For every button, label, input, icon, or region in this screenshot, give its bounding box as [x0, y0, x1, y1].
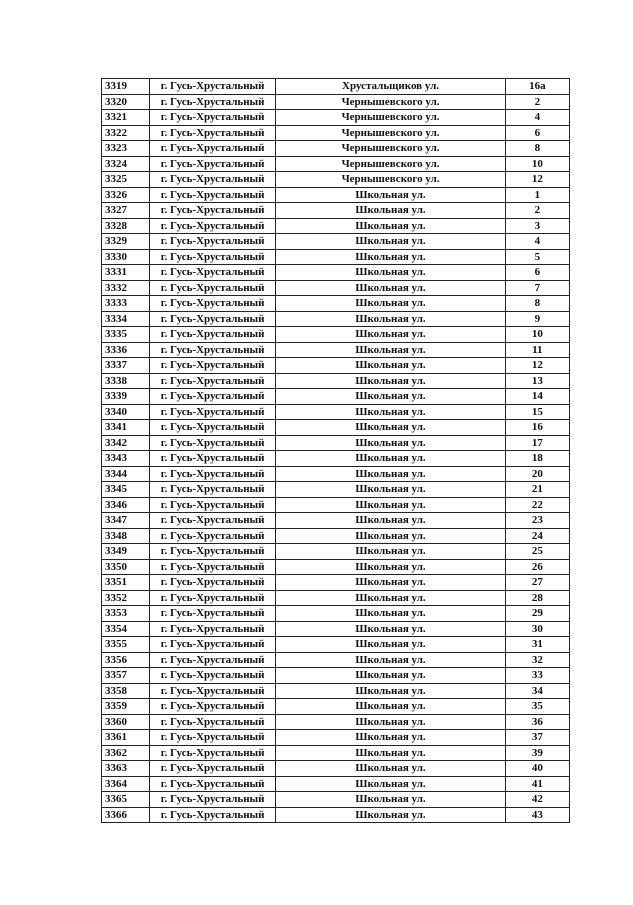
- house-number-cell: 33: [505, 668, 569, 684]
- row-number-cell: 3338: [102, 373, 150, 389]
- row-number-cell: 3335: [102, 327, 150, 343]
- house-number-cell: 2: [505, 203, 569, 219]
- street-cell: Школьная ул.: [276, 466, 505, 482]
- row-number-cell: 3357: [102, 668, 150, 684]
- table-row: [102, 714, 570, 730]
- row-number-cell: 3350: [102, 559, 150, 575]
- table-row: [102, 125, 570, 141]
- row-number-cell: 3343: [102, 451, 150, 467]
- city-cell: г. Гусь-Хрустальный: [149, 513, 275, 529]
- house-number-cell: 26: [505, 559, 569, 575]
- row-number-cell: 3356: [102, 652, 150, 668]
- city-cell: г. Гусь-Хрустальный: [149, 373, 275, 389]
- house-number-cell: 16: [505, 420, 569, 436]
- house-number-cell: 39: [505, 745, 569, 761]
- house-number-cell: 8: [505, 141, 569, 157]
- house-number-cell: 24: [505, 528, 569, 544]
- table-row: [102, 203, 570, 219]
- city-cell: г. Гусь-Хрустальный: [149, 683, 275, 699]
- city-cell: г. Гусь-Хрустальный: [149, 203, 275, 219]
- table-row: [102, 218, 570, 234]
- street-cell: Школьная ул.: [276, 404, 505, 420]
- table-row: [102, 699, 570, 715]
- house-number-cell: 27: [505, 575, 569, 591]
- row-number-cell: 3339: [102, 389, 150, 405]
- house-number-cell: 3: [505, 218, 569, 234]
- street-cell: Школьная ул.: [276, 730, 505, 746]
- table-row: [102, 187, 570, 203]
- house-number-cell: 12: [505, 172, 569, 188]
- street-cell: Чернышевского ул.: [276, 94, 505, 110]
- table-row: [102, 730, 570, 746]
- house-number-cell: 42: [505, 792, 569, 808]
- city-cell: г. Гусь-Хрустальный: [149, 699, 275, 715]
- table-row: [102, 358, 570, 374]
- row-number-cell: 3320: [102, 94, 150, 110]
- street-cell: Школьная ул.: [276, 559, 505, 575]
- house-number-cell: 1: [505, 187, 569, 203]
- row-number-cell: 3331: [102, 265, 150, 281]
- row-number-cell: 3328: [102, 218, 150, 234]
- house-number-cell: 36: [505, 714, 569, 730]
- row-number-cell: 3344: [102, 466, 150, 482]
- row-number-cell: 3353: [102, 606, 150, 622]
- house-number-cell: 8: [505, 296, 569, 312]
- house-number-cell: 31: [505, 637, 569, 653]
- table-row: [102, 373, 570, 389]
- house-number-cell: 17: [505, 435, 569, 451]
- city-cell: г. Гусь-Хрустальный: [149, 745, 275, 761]
- house-number-cell: 28: [505, 590, 569, 606]
- city-cell: г. Гусь-Хрустальный: [149, 807, 275, 823]
- table-row: [102, 792, 570, 808]
- city-cell: г. Гусь-Хрустальный: [149, 544, 275, 560]
- house-number-cell: 40: [505, 761, 569, 777]
- row-number-cell: 3362: [102, 745, 150, 761]
- street-cell: Школьная ул.: [276, 187, 505, 203]
- street-cell: Школьная ул.: [276, 342, 505, 358]
- city-cell: г. Гусь-Хрустальный: [149, 559, 275, 575]
- street-cell: Школьная ул.: [276, 435, 505, 451]
- city-cell: г. Гусь-Хрустальный: [149, 296, 275, 312]
- row-number-cell: 3323: [102, 141, 150, 157]
- city-cell: г. Гусь-Хрустальный: [149, 575, 275, 591]
- street-cell: Школьная ул.: [276, 311, 505, 327]
- city-cell: г. Гусь-Хрустальный: [149, 621, 275, 637]
- house-number-cell: 9: [505, 311, 569, 327]
- city-cell: г. Гусь-Хрустальный: [149, 187, 275, 203]
- city-cell: г. Гусь-Хрустальный: [149, 280, 275, 296]
- table-row: [102, 606, 570, 622]
- city-cell: г. Гусь-Хрустальный: [149, 311, 275, 327]
- table-row: [102, 389, 570, 405]
- row-number-cell: 3354: [102, 621, 150, 637]
- street-cell: Школьная ул.: [276, 776, 505, 792]
- row-number-cell: 3326: [102, 187, 150, 203]
- table-row: [102, 807, 570, 823]
- city-cell: г. Гусь-Хрустальный: [149, 141, 275, 157]
- table-row: [102, 234, 570, 250]
- row-number-cell: 3346: [102, 497, 150, 513]
- house-number-cell: 43: [505, 807, 569, 823]
- street-cell: Школьная ул.: [276, 497, 505, 513]
- table-row: [102, 637, 570, 653]
- row-number-cell: 3341: [102, 420, 150, 436]
- street-cell: Школьная ул.: [276, 451, 505, 467]
- house-number-cell: 4: [505, 234, 569, 250]
- house-number-cell: 18: [505, 451, 569, 467]
- city-cell: г. Гусь-Хрустальный: [149, 358, 275, 374]
- street-cell: Школьная ул.: [276, 544, 505, 560]
- street-cell: Школьная ул.: [276, 296, 505, 312]
- table-row: [102, 621, 570, 637]
- row-number-cell: 3364: [102, 776, 150, 792]
- table-row: [102, 296, 570, 312]
- table-row: [102, 94, 570, 110]
- city-cell: г. Гусь-Хрустальный: [149, 420, 275, 436]
- row-number-cell: 3334: [102, 311, 150, 327]
- city-cell: г. Гусь-Хрустальный: [149, 404, 275, 420]
- city-cell: г. Гусь-Хрустальный: [149, 218, 275, 234]
- city-cell: г. Гусь-Хрустальный: [149, 435, 275, 451]
- street-cell: Чернышевского ул.: [276, 156, 505, 172]
- house-number-cell: 2: [505, 94, 569, 110]
- house-number-cell: 25: [505, 544, 569, 560]
- row-number-cell: 3324: [102, 156, 150, 172]
- house-number-cell: 15: [505, 404, 569, 420]
- row-number-cell: 3355: [102, 637, 150, 653]
- city-cell: г. Гусь-Хрустальный: [149, 110, 275, 126]
- table-row: [102, 652, 570, 668]
- house-number-cell: 10: [505, 156, 569, 172]
- city-cell: г. Гусь-Хрустальный: [149, 389, 275, 405]
- street-cell: Школьная ул.: [276, 482, 505, 498]
- house-number-cell: 35: [505, 699, 569, 715]
- table-row: [102, 110, 570, 126]
- house-number-cell: 34: [505, 683, 569, 699]
- row-number-cell: 3340: [102, 404, 150, 420]
- row-number-cell: 3329: [102, 234, 150, 250]
- street-cell: Школьная ул.: [276, 668, 505, 684]
- table-row: [102, 745, 570, 761]
- row-number-cell: 3360: [102, 714, 150, 730]
- table-row: [102, 404, 570, 420]
- street-cell: Школьная ул.: [276, 637, 505, 653]
- city-cell: г. Гусь-Хрустальный: [149, 668, 275, 684]
- row-number-cell: 3352: [102, 590, 150, 606]
- house-number-cell: 23: [505, 513, 569, 529]
- house-number-cell: 6: [505, 265, 569, 281]
- city-cell: г. Гусь-Хрустальный: [149, 528, 275, 544]
- row-number-cell: 3363: [102, 761, 150, 777]
- city-cell: г. Гусь-Хрустальный: [149, 730, 275, 746]
- street-cell: Школьная ул.: [276, 389, 505, 405]
- street-cell: Школьная ул.: [276, 327, 505, 343]
- city-cell: г. Гусь-Хрустальный: [149, 265, 275, 281]
- row-number-cell: 3348: [102, 528, 150, 544]
- table-row: [102, 513, 570, 529]
- row-number-cell: 3333: [102, 296, 150, 312]
- street-cell: Школьная ул.: [276, 420, 505, 436]
- house-number-cell: 32: [505, 652, 569, 668]
- table-row: [102, 156, 570, 172]
- house-number-cell: 22: [505, 497, 569, 513]
- house-number-cell: 10: [505, 327, 569, 343]
- house-number-cell: 37: [505, 730, 569, 746]
- table-row: [102, 451, 570, 467]
- house-number-cell: 13: [505, 373, 569, 389]
- table-row: [102, 420, 570, 436]
- table-row: [102, 497, 570, 513]
- house-number-cell: 21: [505, 482, 569, 498]
- row-number-cell: 3345: [102, 482, 150, 498]
- table-row: [102, 559, 570, 575]
- street-cell: Школьная ул.: [276, 699, 505, 715]
- city-cell: г. Гусь-Хрустальный: [149, 482, 275, 498]
- street-cell: Школьная ул.: [276, 683, 505, 699]
- row-number-cell: 3349: [102, 544, 150, 560]
- house-number-cell: 5: [505, 249, 569, 265]
- city-cell: г. Гусь-Хрустальный: [149, 776, 275, 792]
- street-cell: Чернышевского ул.: [276, 125, 505, 141]
- city-cell: г. Гусь-Хрустальный: [149, 342, 275, 358]
- table-row: [102, 141, 570, 157]
- row-number-cell: 3330: [102, 249, 150, 265]
- city-cell: г. Гусь-Хрустальный: [149, 79, 275, 95]
- street-cell: Школьная ул.: [276, 513, 505, 529]
- street-cell: Школьная ул.: [276, 761, 505, 777]
- city-cell: г. Гусь-Хрустальный: [149, 792, 275, 808]
- street-cell: Школьная ул.: [276, 280, 505, 296]
- street-cell: Школьная ул.: [276, 606, 505, 622]
- house-number-cell: 16а: [505, 79, 569, 95]
- table-row: [102, 683, 570, 699]
- table-row: [102, 265, 570, 281]
- street-cell: Школьная ул.: [276, 358, 505, 374]
- street-cell: Школьная ул.: [276, 652, 505, 668]
- street-cell: Школьная ул.: [276, 265, 505, 281]
- street-cell: Чернышевского ул.: [276, 110, 505, 126]
- street-cell: Школьная ул.: [276, 528, 505, 544]
- street-cell: Школьная ул.: [276, 590, 505, 606]
- table-row: [102, 761, 570, 777]
- house-number-cell: 4: [505, 110, 569, 126]
- row-number-cell: 3336: [102, 342, 150, 358]
- table-row: [102, 482, 570, 498]
- row-number-cell: 3325: [102, 172, 150, 188]
- row-number-cell: 3347: [102, 513, 150, 529]
- table-row: [102, 311, 570, 327]
- table-row: [102, 280, 570, 296]
- city-cell: г. Гусь-Хрустальный: [149, 714, 275, 730]
- street-cell: Школьная ул.: [276, 234, 505, 250]
- row-number-cell: 3366: [102, 807, 150, 823]
- house-number-cell: 29: [505, 606, 569, 622]
- city-cell: г. Гусь-Хрустальный: [149, 249, 275, 265]
- city-cell: г. Гусь-Хрустальный: [149, 590, 275, 606]
- table-row: [102, 249, 570, 265]
- city-cell: г. Гусь-Хрустальный: [149, 466, 275, 482]
- street-cell: Школьная ул.: [276, 792, 505, 808]
- house-number-cell: 12: [505, 358, 569, 374]
- street-cell: Школьная ул.: [276, 807, 505, 823]
- table-row: [102, 435, 570, 451]
- street-cell: Школьная ул.: [276, 218, 505, 234]
- house-number-cell: 11: [505, 342, 569, 358]
- row-number-cell: 3337: [102, 358, 150, 374]
- table-row: [102, 79, 570, 95]
- street-cell: Школьная ул.: [276, 621, 505, 637]
- city-cell: г. Гусь-Хрустальный: [149, 637, 275, 653]
- row-number-cell: 3322: [102, 125, 150, 141]
- street-cell: Школьная ул.: [276, 714, 505, 730]
- table-row: [102, 466, 570, 482]
- row-number-cell: 3342: [102, 435, 150, 451]
- row-number-cell: 3351: [102, 575, 150, 591]
- city-cell: г. Гусь-Хрустальный: [149, 497, 275, 513]
- city-cell: г. Гусь-Хрустальный: [149, 327, 275, 343]
- row-number-cell: 3361: [102, 730, 150, 746]
- house-number-cell: 20: [505, 466, 569, 482]
- table-row: [102, 327, 570, 343]
- city-cell: г. Гусь-Хрустальный: [149, 652, 275, 668]
- row-number-cell: 3327: [102, 203, 150, 219]
- city-cell: г. Гусь-Хрустальный: [149, 94, 275, 110]
- city-cell: г. Гусь-Хрустальный: [149, 606, 275, 622]
- row-number-cell: 3319: [102, 79, 150, 95]
- street-cell: Школьная ул.: [276, 373, 505, 389]
- table-row: [102, 668, 570, 684]
- house-number-cell: 30: [505, 621, 569, 637]
- house-number-cell: 7: [505, 280, 569, 296]
- table-row: [102, 342, 570, 358]
- address-table-body: [102, 79, 570, 823]
- row-number-cell: 3359: [102, 699, 150, 715]
- city-cell: г. Гусь-Хрустальный: [149, 761, 275, 777]
- street-cell: Чернышевского ул.: [276, 172, 505, 188]
- city-cell: г. Гусь-Хрустальный: [149, 451, 275, 467]
- row-number-cell: 3332: [102, 280, 150, 296]
- house-number-cell: 41: [505, 776, 569, 792]
- table-row: [102, 544, 570, 560]
- table-row: [102, 528, 570, 544]
- street-cell: Чернышевского ул.: [276, 141, 505, 157]
- table-row: [102, 172, 570, 188]
- street-cell: Школьная ул.: [276, 203, 505, 219]
- street-cell: Школьная ул.: [276, 249, 505, 265]
- house-number-cell: 14: [505, 389, 569, 405]
- house-number-cell: 6: [505, 125, 569, 141]
- table-row: [102, 575, 570, 591]
- city-cell: г. Гусь-Хрустальный: [149, 234, 275, 250]
- address-table: [101, 78, 570, 823]
- table-row: [102, 590, 570, 606]
- row-number-cell: 3365: [102, 792, 150, 808]
- street-cell: Школьная ул.: [276, 575, 505, 591]
- city-cell: г. Гусь-Хрустальный: [149, 156, 275, 172]
- table-row: [102, 776, 570, 792]
- row-number-cell: 3358: [102, 683, 150, 699]
- city-cell: г. Гусь-Хрустальный: [149, 125, 275, 141]
- street-cell: Школьная ул.: [276, 745, 505, 761]
- street-cell: Хрустальщиков ул.: [276, 79, 505, 95]
- city-cell: г. Гусь-Хрустальный: [149, 172, 275, 188]
- row-number-cell: 3321: [102, 110, 150, 126]
